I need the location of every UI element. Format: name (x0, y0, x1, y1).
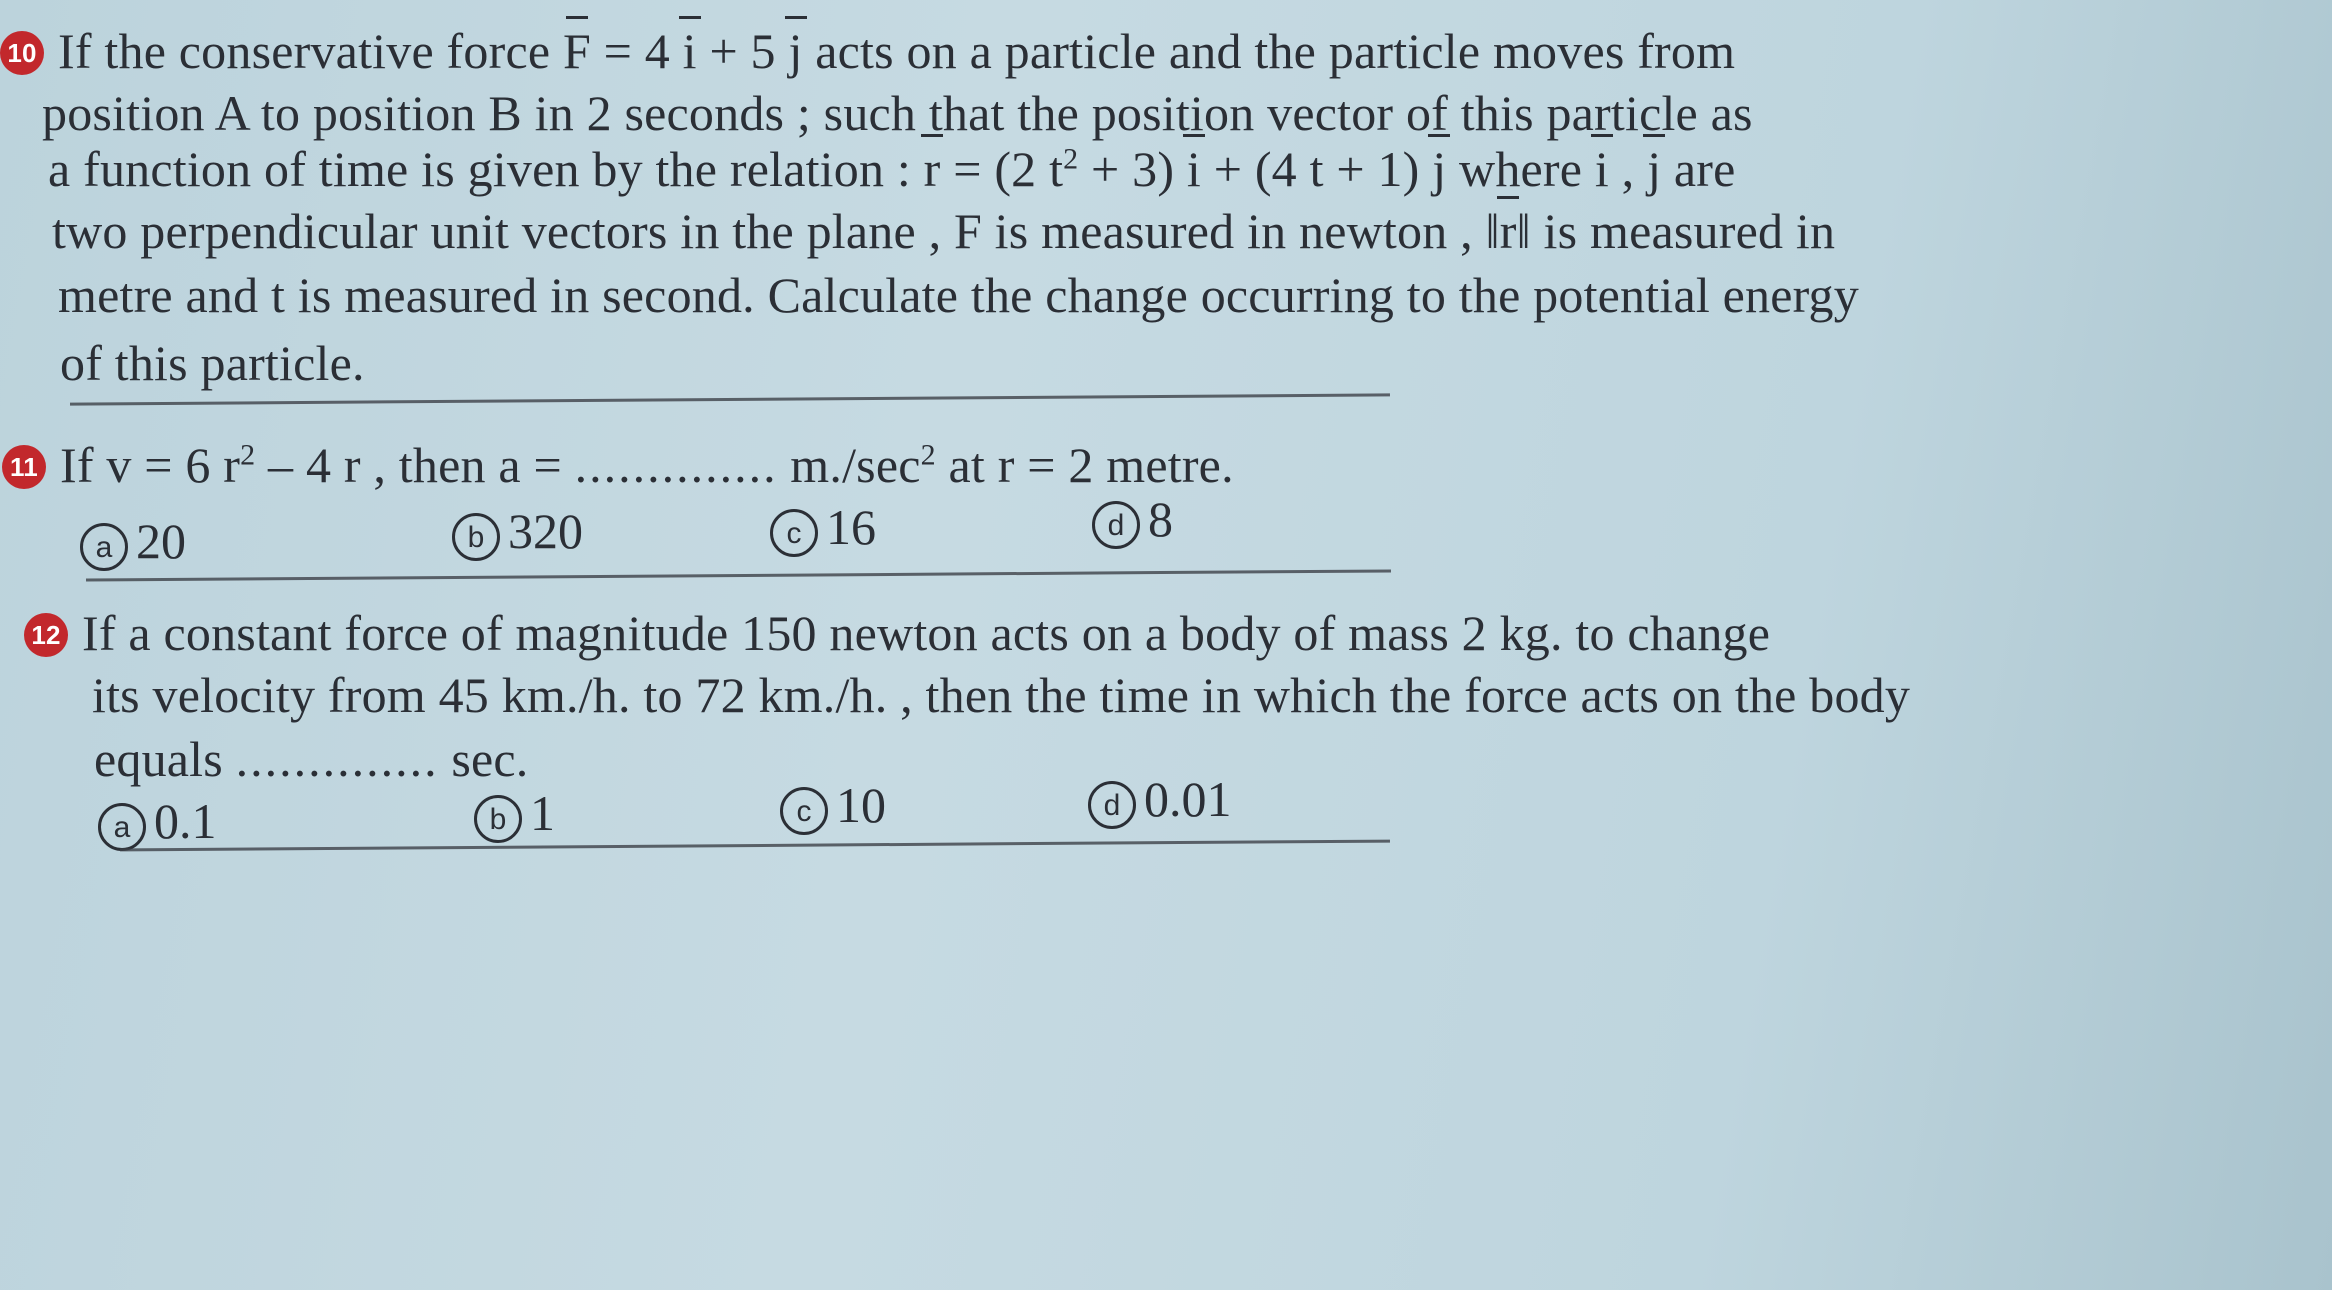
q12-option-a[interactable]: a 0.1 (98, 792, 217, 851)
option-letter-c: c (770, 509, 818, 557)
divider-1 (70, 393, 1390, 405)
q12-option-b[interactable]: b 1 (474, 784, 555, 843)
q11-option-d[interactable]: d 8 (1092, 490, 1173, 549)
q11-option-b[interactable]: b 320 (452, 502, 583, 561)
option-letter-d: d (1088, 781, 1136, 829)
q11-option-c[interactable]: c 16 (770, 498, 876, 557)
answer-blank: .............. (574, 437, 778, 493)
q10-line-6: of this particle. (60, 335, 365, 391)
q10-line-4: two perpendicular unit vectors in the plane , F is measured in newton , ‖r‖ is measured in (52, 203, 1836, 259)
unit-vector-j: j (788, 23, 803, 79)
q11-number-badge: 11 (2, 445, 46, 489)
option-letter-c: c (780, 787, 828, 835)
q11-option-a[interactable]: a 20 (80, 512, 186, 571)
q12-line-2: its velocity from 45 km./h. to 72 km./h. , then the time in which the force acts on the body (92, 667, 1911, 723)
vector-r: r (923, 141, 941, 197)
q10-line-2: position A to position B in 2 seconds ; such that the position vector of this particle as (42, 85, 1753, 141)
divider-3 (120, 840, 1390, 852)
option-letter-a: a (98, 803, 146, 851)
q12-option-c[interactable]: c 10 (780, 776, 886, 835)
q10-line-5: metre and t is measured in second. Calculate the change occurring to the potential energy (58, 267, 1859, 323)
option-letter-b: b (452, 513, 500, 561)
divider-2 (86, 569, 1391, 581)
q12-line-1: 12 If a constant force of magnitude 150 newton acts on a body of mass 2 kg. to change (24, 604, 1770, 662)
vector-F: F (562, 23, 591, 79)
option-letter-b: b (474, 795, 522, 843)
q10-line-3: a function of time is given by the relation : r = (2 $t^2 + 3$) i + (4 t + 1) j where i , j are (48, 141, 1736, 197)
q12-line-3: equals .............. sec. (94, 731, 529, 787)
unit-vector-i: i (682, 23, 697, 79)
q12-option-d[interactable]: d 0.01 (1088, 770, 1232, 829)
q12-number-badge: 12 (24, 613, 68, 657)
option-letter-d: d (1092, 501, 1140, 549)
q11-line-1: 11 If v = 6 $r^2 - 4$ r , then a = .............. $m./\sec^2$ at r = 2 metre. (2, 436, 1234, 494)
q10-line-1: 10 If the conservative force F = 4 i + 5 j acts on a particle and the particle moves from (0, 22, 1735, 80)
option-letter-a: a (80, 523, 128, 571)
q10-number-badge: 10 (0, 31, 44, 75)
answer-blank: .............. (235, 731, 439, 787)
